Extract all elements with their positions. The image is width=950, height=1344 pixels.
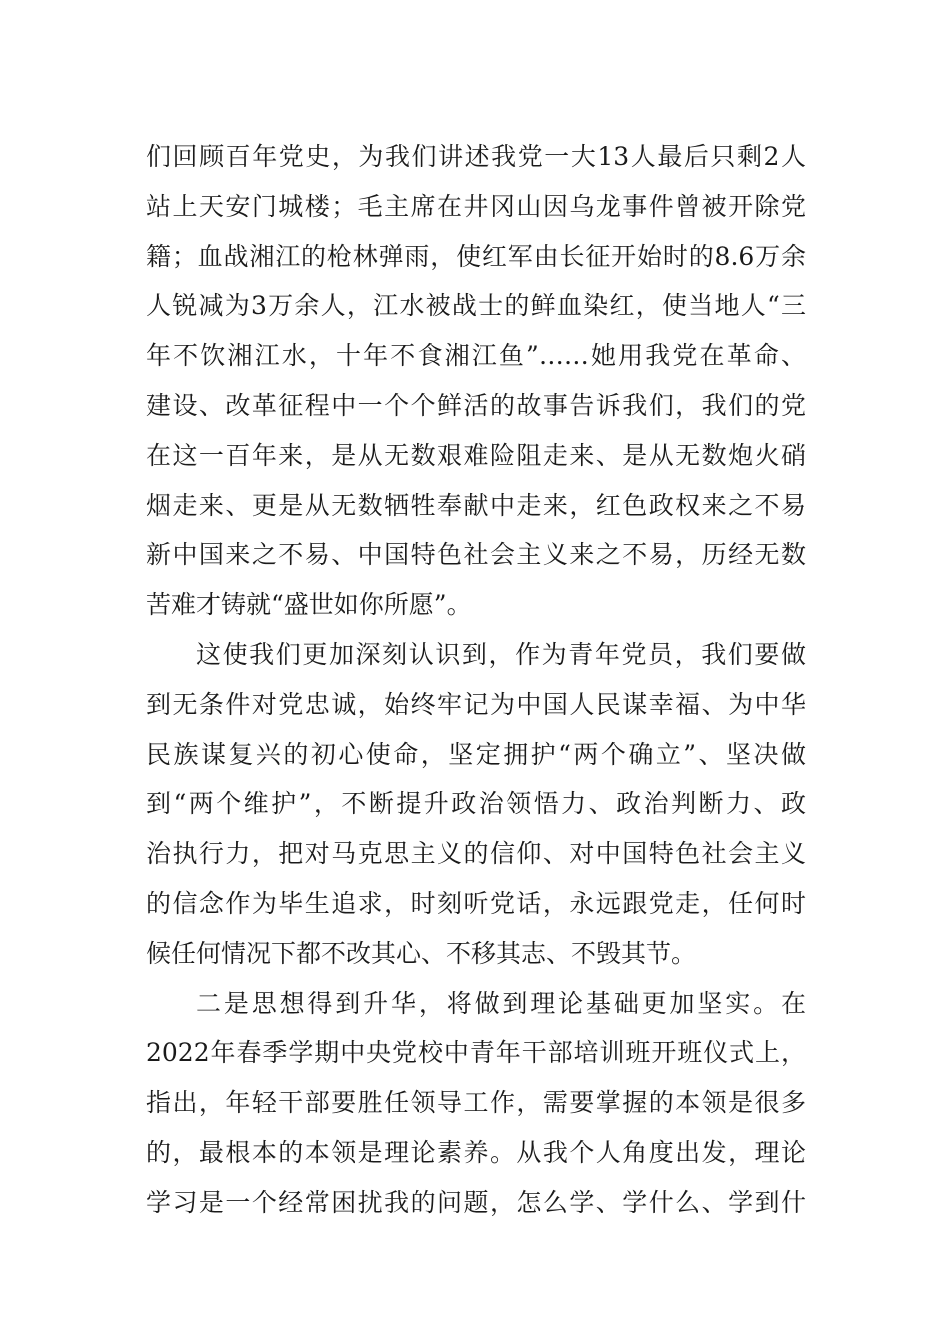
paragraph-line: 人锐减为3万余人，江水被战士的鲜血染红，使当地人“三 — [146, 291, 806, 321]
paragraph-line: 烟走来、更是从无数牺牲奉献中走来，红色政权来之不易 — [146, 490, 806, 520]
paragraph-line: 年不饮湘江水，十年不食湘江鱼”……她用我党在革命、 — [146, 341, 806, 371]
paragraph-line: 籍；血战湘江的枪林弹雨，使红军由长征开始时的8.6万余 — [146, 241, 806, 271]
paragraph-line: 2022年春季学期中央党校中青年干部培训班开班仪式上， — [146, 1038, 806, 1068]
paragraph-line: 的，最根本的本领是理论素养。从我个人角度出发，理论 — [146, 1137, 806, 1167]
paragraph-line: 治执行力，把对马克思主义的信仰、对中国特色社会主义 — [146, 839, 806, 869]
document-body — [146, 132, 806, 1228]
paragraph-line: 们回顾百年党史，为我们讲述我党一大13人最后只剩2人 — [146, 142, 806, 171]
paragraph-youth-members — [146, 630, 806, 979]
paragraph-line: 到“两个维护”，不断提升政治领悟力、政治判断力、政 — [146, 789, 806, 819]
paragraph-line: 建设、改革征程中一个个鲜活的故事告诉我们，我们的党 — [146, 390, 806, 420]
paragraph-line: 学习是一个经常困扰我的问题，怎么学、学什么、学到什 — [146, 1187, 806, 1217]
paragraph-line: 这使我们更加深刻认识到，作为青年党员，我们要做 — [196, 639, 806, 669]
paragraph-line: 民族谋复兴的初心使命，坚定拥护“两个确立”、坚决做 — [146, 739, 806, 769]
paragraph-line: 站上天安门城楼；毛主席在井冈山因乌龙事件曾被开除党 — [146, 191, 806, 221]
paragraph-line: 候任何情况下都不改其心、不移其志、不毁其节。 — [146, 938, 697, 968]
paragraph-line: 新中国来之不易、中国特色社会主义来之不易，历经无数 — [146, 540, 806, 570]
paragraph-line: 苦难才铸就“盛世如你所愿”。 — [146, 590, 472, 620]
paragraph-line: 二是思想得到升华，将做到理论基础更加坚实。在 — [196, 988, 806, 1018]
paragraph-party-history — [146, 132, 806, 630]
paragraph-line: 指出，年轻干部要胜任领导工作，需要掌握的本领是很多 — [146, 1088, 806, 1118]
paragraph-theory-study — [146, 979, 806, 1228]
paragraph-line: 到无条件对党忠诚，始终牢记为中国人民谋幸福、为中华 — [146, 689, 806, 719]
paragraph-line: 的信念作为毕生追求，时刻听党话，永远跟党走，任何时 — [146, 888, 806, 918]
paragraph-line: 在这一百年来，是从无数艰难险阻走来、是从无数炮火硝 — [146, 440, 806, 470]
